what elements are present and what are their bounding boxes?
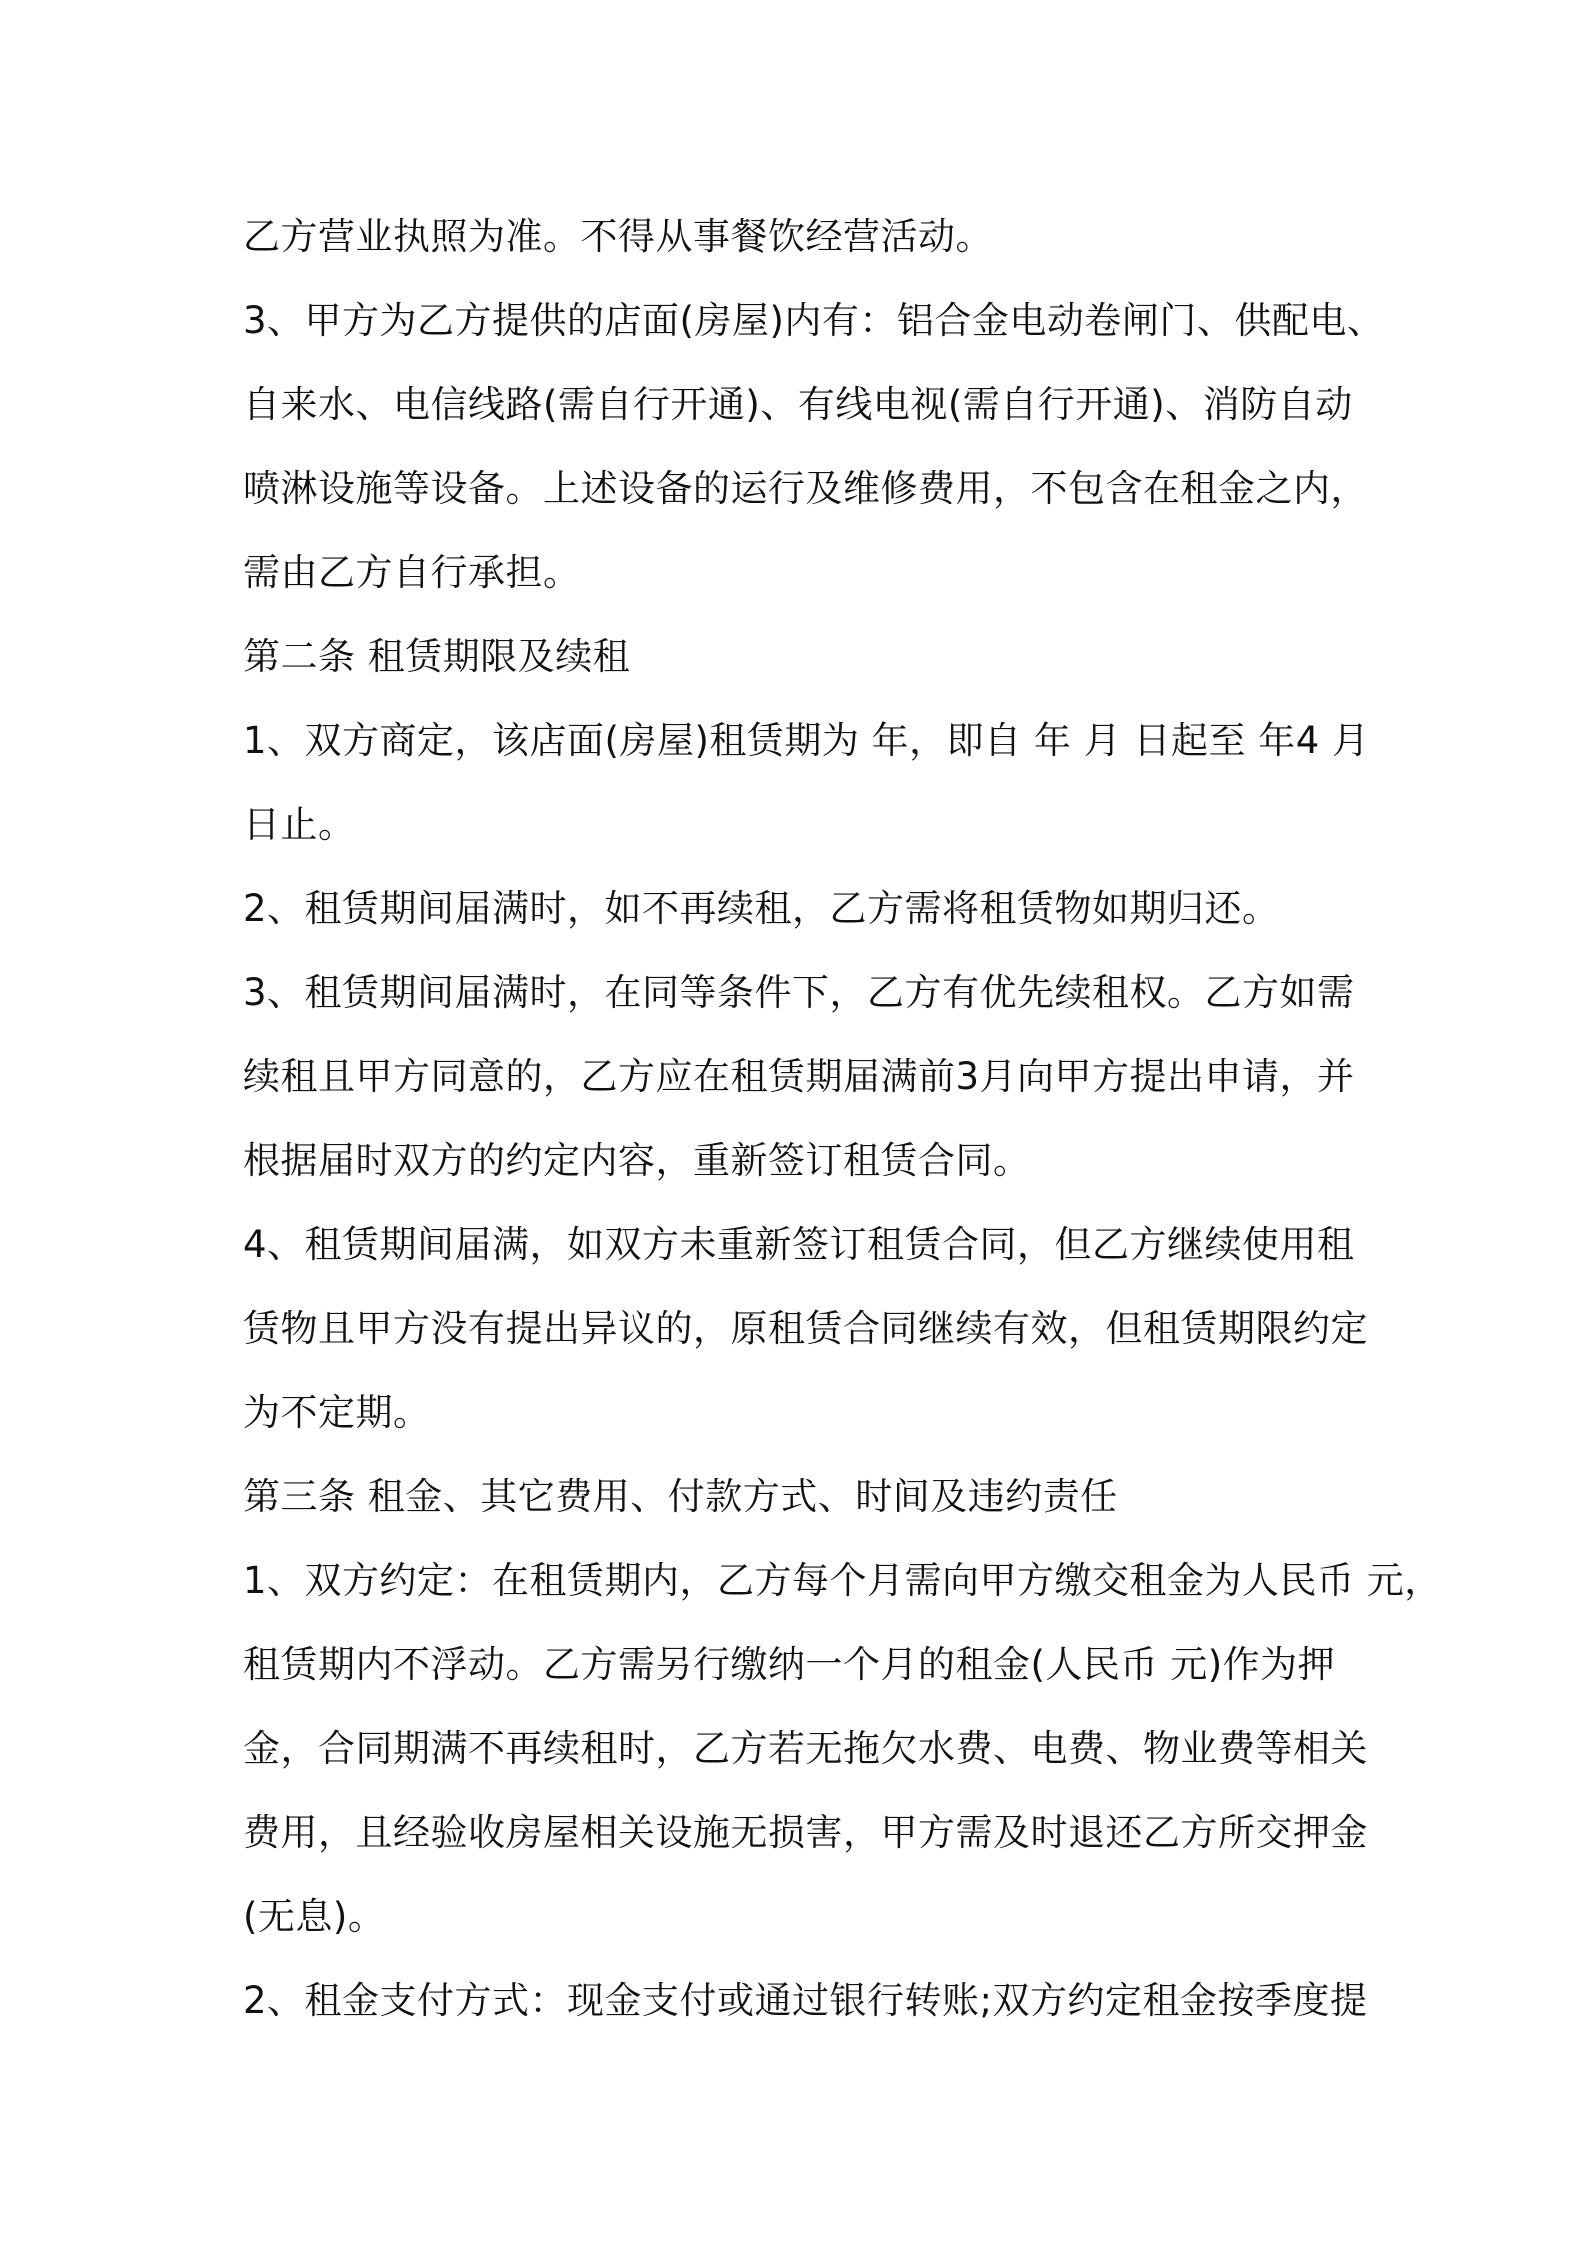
text-line-21: (无息)。 — [243, 1895, 386, 1938]
text-line-3: 自来水、电信线路(需自行开通)、有线电视(需自行开通)、消防自动 — [243, 383, 1353, 426]
text-line-18: 租赁期内不浮动。乙方需另行缴纳一个月的租金(人民币 元)作为押 — [243, 1643, 1336, 1686]
text-line-20: 费用，且经验收房屋相关设施无损害，甲方需及时退还乙方所交押金 — [243, 1811, 1368, 1854]
text-line-13: 4、租赁期间届满，如双方未重新签订租赁合同，但乙方继续使用租 — [243, 1223, 1355, 1266]
text-line-12: 根据届时双方的约定内容，重新签订租赁合同。 — [243, 1139, 1031, 1182]
text-line-2: 3、甲方为乙方提供的店面(房屋)内有：铝合金电动卷闸门、供配电、 — [243, 299, 1385, 342]
text-line-19: 金，合同期满不再续租时，乙方若无拖欠水费、电费、物业费等相关 — [243, 1727, 1368, 1770]
contract-text — [243, 195, 1442, 2043]
text-line-9: 2、租赁期间届满时，如不再续租，乙方需将租赁物如期归还。 — [243, 887, 1280, 930]
section-heading-article-3: 第三条 租金、其它费用、付款方式、时间及违约责任 — [243, 1475, 1118, 1518]
text-line-8: 日止。 — [243, 803, 356, 846]
text-line-5: 需由乙方自行承担。 — [243, 551, 581, 594]
text-line-7: 1、双方商定，该店面(房屋)租赁期为 年，即自 年 月 日起至 年4 月 — [243, 719, 1370, 762]
text-line-17: 1、双方约定：在租赁期内，乙方每个月需向甲方缴交租金为人民币 元， — [243, 1559, 1442, 1602]
text-line-11: 续租且甲方同意的，乙方应在租赁期届满前3月向甲方提出申请，并 — [243, 1055, 1355, 1098]
text-line-1: 乙方营业执照为准。不得从事餐饮经营活动。 — [243, 215, 993, 258]
text-line-22: 2、租金支付方式：现金支付或通过银行转账;双方约定租金按季度提 — [243, 1979, 1368, 2022]
text-line-4: 喷淋设施等设备。上述设备的运行及维修费用，不包含在租金之内， — [243, 467, 1368, 510]
text-line-15: 为不定期。 — [243, 1391, 431, 1434]
text-line-14: 赁物且甲方没有提出异议的，原租赁合同继续有效，但租赁期限约定 — [243, 1307, 1368, 1350]
text-line-10: 3、租赁期间届满时，在同等条件下，乙方有优先续租权。乙方如需 — [243, 971, 1355, 1014]
section-heading-article-2: 第二条 租赁期限及续租 — [243, 635, 631, 678]
